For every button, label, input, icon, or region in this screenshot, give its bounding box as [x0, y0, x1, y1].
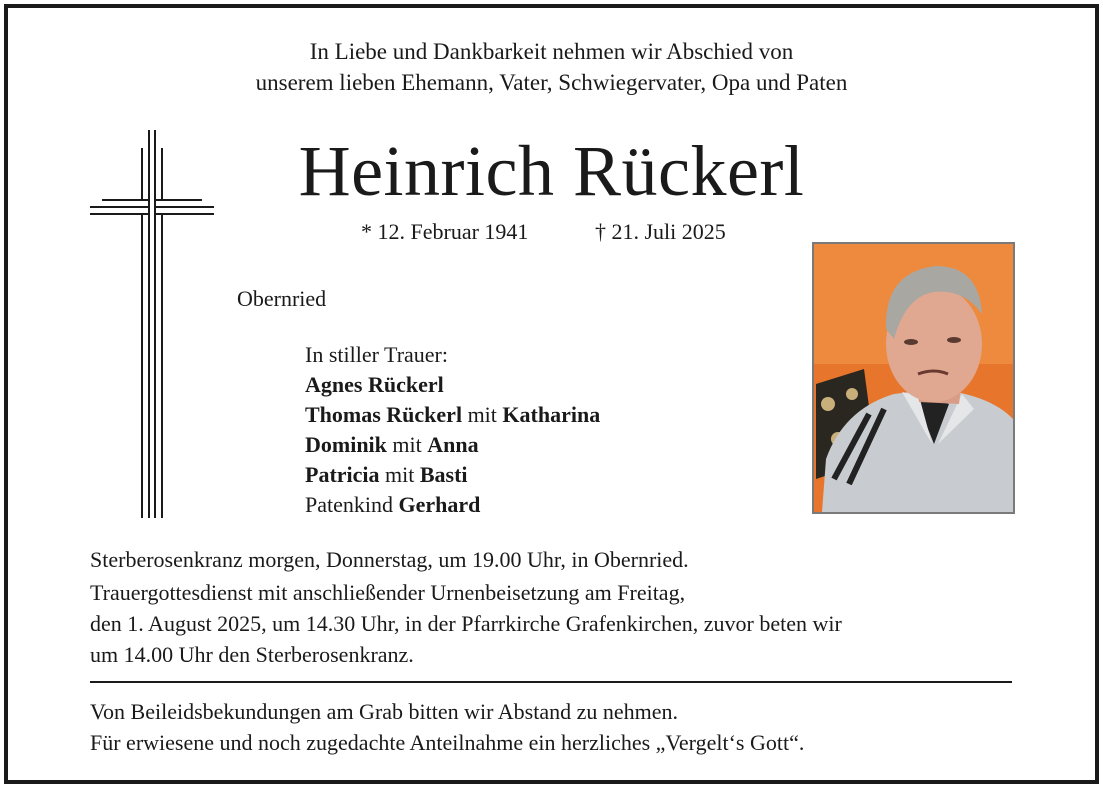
- death-date: † 21. Juli 2025: [595, 219, 726, 244]
- mourner-connector: mit: [385, 462, 415, 487]
- mourner-name: Agnes Rückerl: [305, 372, 444, 397]
- birth-date: * 12. Februar 1941: [361, 219, 529, 244]
- mourner-line: [305, 430, 479, 460]
- mourner-name: Patricia: [305, 462, 380, 487]
- footer-line-2: Für erwiesene und noch zugedachte Anteilnahme ein herzliches „Vergelt‘s Gott“.: [90, 730, 805, 755]
- footer-line-1: Von Beileidsbekundungen am Grab bitten wir Abstand zu nehmen.: [90, 699, 678, 724]
- intro-line-2: unserem lieben Ehemann, Vater, Schwiegervater, Opa und Paten: [255, 70, 848, 95]
- mourner-name: Gerhard: [398, 492, 481, 517]
- mourner-partner: Katharina: [502, 402, 601, 427]
- mourner-partner: Basti: [419, 462, 468, 487]
- service-line-1: Sterberosenkranz morgen, Donnerstag, um 19.00 Uhr, in Obernried.: [90, 547, 689, 572]
- divider: [90, 681, 1012, 683]
- service-line-3: den 1. August 2025, um 14.30 Uhr, in der Pfarrkirche Grafenkirchen, zuvor beten wir: [90, 611, 842, 636]
- deceased-name: Heinrich Rückerl: [298, 131, 805, 211]
- mourner-connector: mit: [392, 432, 422, 457]
- mourner-line: [305, 370, 444, 400]
- place-of-residence: Obernried: [237, 286, 327, 311]
- service-line-4: um 14.00 Uhr den Sterberosenkranz.: [90, 642, 414, 667]
- mourner-prefix: Patenkind: [305, 492, 393, 517]
- mourner-line: [305, 400, 600, 430]
- portrait-photo-icon: [814, 244, 1013, 512]
- portrait-photo: [812, 242, 1015, 514]
- mourner-partner: Anna: [427, 432, 479, 457]
- mourner-line: [305, 460, 468, 490]
- service-line-2: Trauergottesdienst mit anschließender Urnenbeisetzung am Freitag,: [90, 580, 686, 605]
- mourner-connector: mit: [467, 402, 497, 427]
- mourner-line: [305, 490, 480, 520]
- mourner-name: Thomas Rückerl: [305, 402, 463, 427]
- intro-line-1: In Liebe und Dankbarkeit nehmen wir Abschied von: [309, 39, 794, 64]
- mourner-name: Dominik: [305, 432, 387, 457]
- mourners-heading: In stiller Trauer:: [305, 342, 448, 367]
